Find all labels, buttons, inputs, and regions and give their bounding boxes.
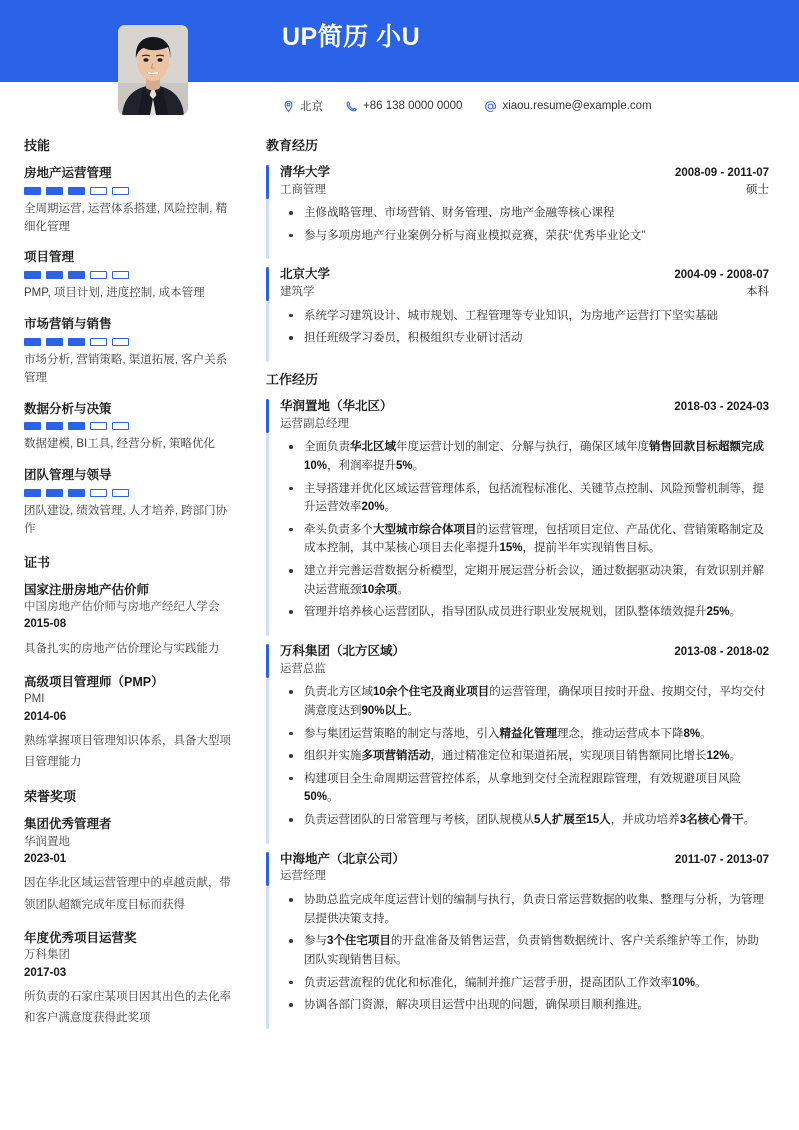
education-major: 建筑学 bbox=[280, 286, 315, 299]
award-name: 年度优秀项目运营奖 bbox=[24, 930, 137, 945]
award-org: 华润置地 bbox=[24, 835, 70, 848]
skill-block-empty bbox=[112, 271, 129, 279]
education-degree: 本科 bbox=[746, 286, 769, 299]
bullet-item: 参与集团运营策略的制定与落地，引入精益化管理理念，推动运营成本下降8%。 bbox=[302, 725, 769, 744]
contact-email-text: xiaou.resume@example.com bbox=[502, 100, 652, 112]
contact-phone-text: +86 138 0000 0000 bbox=[363, 100, 463, 112]
skill-keywords: PMP, 项目计划, 进度控制, 成本管理 bbox=[24, 287, 205, 300]
bullet-item: 全面负责华北区域年度运营计划的制定、分解与执行，确保区域年度销售回款目标超额完成10%，利润率提升5%。 bbox=[302, 438, 769, 475]
award-name: 集团优秀管理者 bbox=[24, 817, 112, 832]
work-date: 2011-07 - 2013-07 bbox=[675, 853, 769, 866]
bullet-item: 主修战略管理、市场营销、财务管理、房地产金融等核心课程 bbox=[302, 204, 769, 223]
education-degree: 硕士 bbox=[746, 183, 769, 196]
skill-keywords: 数据建模, BI工具, 经营分析, 策略优化 bbox=[24, 438, 216, 451]
work-entry bbox=[266, 850, 769, 1029]
work-section-title: 工作经历 bbox=[266, 372, 319, 388]
work-date: 2013-08 - 2018-02 bbox=[674, 645, 769, 658]
skill-level-meter bbox=[24, 187, 236, 195]
location-pin-icon bbox=[282, 100, 295, 113]
skill-block-filled bbox=[24, 338, 41, 346]
job-title: 运营经理 bbox=[280, 870, 326, 883]
skill-block-filled bbox=[24, 422, 41, 430]
education-date: 2008-09 - 2011-07 bbox=[675, 166, 769, 179]
skill-block-filled bbox=[46, 187, 63, 195]
award-description: 所负责的石家庄某项目因其出色的去化率和客户满意度获得此奖项 bbox=[24, 990, 231, 1025]
bullet-item: 参与多项房地产行业案例分析与商业模拟竞赛，荣获“优秀毕业论文” bbox=[302, 227, 769, 246]
work-bullets bbox=[280, 891, 769, 1015]
job-title: 运营副总经理 bbox=[280, 417, 349, 430]
award-item bbox=[24, 816, 236, 916]
skill-item bbox=[24, 249, 236, 303]
certificates-section bbox=[24, 555, 236, 774]
page-title: UP简历 小U bbox=[282, 23, 421, 51]
bullet-item: 主导搭建并优化区域运营管理体系，包括流程标准化、关键节点控制、风险预警机制等，提升运营效率20%。 bbox=[302, 480, 769, 517]
work-entry bbox=[266, 397, 769, 636]
avatar bbox=[118, 25, 188, 115]
skill-block-filled bbox=[24, 187, 41, 195]
certificate-org: PMI bbox=[24, 693, 45, 706]
contact-location[interactable] bbox=[282, 98, 323, 114]
skill-block-empty bbox=[90, 422, 107, 430]
award-org: 万科集团 bbox=[24, 949, 70, 962]
resume-body bbox=[0, 130, 799, 1065]
school-name: 北京大学 bbox=[280, 267, 331, 282]
work-section bbox=[266, 372, 769, 1029]
award-date: 2017-03 bbox=[24, 966, 67, 979]
skill-block-empty bbox=[90, 338, 107, 346]
skill-block-filled bbox=[46, 422, 63, 430]
skill-keywords: 团队建设, 绩效管理, 人才培养, 跨部门协作 bbox=[24, 505, 228, 535]
skill-block-filled bbox=[46, 338, 63, 346]
contact-phone[interactable] bbox=[345, 100, 462, 113]
bullet-item: 构建项目全生命周期运营管控体系，从拿地到交付全流程跟踪管理，有效规避项目风险50%。 bbox=[302, 770, 769, 807]
skill-block-filled bbox=[68, 187, 85, 195]
skill-item bbox=[24, 165, 236, 237]
award-date: 2023-01 bbox=[24, 853, 67, 866]
company-name: 中海地产（北京公司） bbox=[280, 851, 406, 866]
certificate-org: 中国房地产估价师与房地产经纪人学会 bbox=[24, 601, 220, 614]
skill-block-filled bbox=[46, 489, 63, 497]
certificate-description: 熟练掌握项目管理知识体系，具备大型项目管理能力 bbox=[24, 734, 231, 769]
bullet-item: 牵头负责多个大型城市综合体项目的运营管理，包括项目定位、产品优化、营销策略制定及成本控制，其中某核心项目去化率提升15%，提前半年实现销售目标。 bbox=[302, 521, 769, 558]
education-entry bbox=[266, 265, 769, 362]
work-bullets bbox=[280, 683, 769, 829]
education-entry-subheader bbox=[280, 284, 769, 301]
school-name: 清华大学 bbox=[280, 164, 331, 179]
bullet-item: 负责运营流程的优化和标准化，编制并推广运营手册，提高团队工作效率10%。 bbox=[302, 974, 769, 993]
award-item bbox=[24, 930, 236, 1030]
job-title: 运营总监 bbox=[280, 662, 326, 675]
education-section-title: 教育经历 bbox=[266, 138, 319, 153]
education-entry bbox=[266, 163, 769, 260]
skill-level-meter bbox=[24, 422, 236, 430]
skill-name: 市场营销与销售 bbox=[24, 317, 112, 332]
skill-block-filled bbox=[24, 489, 41, 497]
bullet-item: 建立并完善运营数据分析模型，定期开展运营分析会议，通过数据驱动决策，有效识别并解决运营瓶颈10余项。 bbox=[302, 562, 769, 599]
education-date: 2004-09 - 2008-07 bbox=[674, 269, 769, 282]
education-entry-subheader bbox=[280, 182, 769, 199]
email-at-icon bbox=[484, 100, 497, 113]
certificate-name: 国家注册房地产估价师 bbox=[24, 582, 150, 597]
skill-keywords: 全周期运营, 运营体系搭建, 风险控制, 精细化管理 bbox=[24, 202, 228, 233]
phone-icon bbox=[345, 100, 358, 113]
skill-block-filled bbox=[24, 271, 41, 279]
bullet-item: 系统学习建筑设计、城市规划、工程管理等专业知识，为房地产运营打下坚实基础 bbox=[302, 307, 769, 326]
skill-block-empty bbox=[112, 338, 129, 346]
skill-block-filled bbox=[68, 422, 85, 430]
certificate-name: 高级项目管理师（PMP） bbox=[24, 674, 164, 689]
bullet-item: 协助总监完成年度运营计划的编制与执行，负责日常运营数据的收集、整理与分析，为管理层提供决策支持。 bbox=[302, 891, 769, 928]
skill-level-meter bbox=[24, 271, 236, 279]
education-entry-header bbox=[280, 163, 769, 182]
skill-block-empty bbox=[90, 271, 107, 279]
bullet-item: 管理并培养核心运营团队，指导团队成员进行职业发展规划，团队整体绩效提升25%。 bbox=[302, 603, 769, 622]
certificate-item bbox=[24, 582, 236, 660]
work-entry-header bbox=[280, 850, 769, 869]
skill-block-empty bbox=[90, 187, 107, 195]
main-content bbox=[258, 130, 799, 1039]
skill-level-meter bbox=[24, 489, 236, 497]
certificate-date: 2015-08 bbox=[24, 618, 67, 631]
skill-name: 数据分析与决策 bbox=[24, 401, 112, 416]
bullet-item: 负责运营团队的日常管理与考核，团队规模从5人扩展至15人，并成功培养3名核心骨干。 bbox=[302, 811, 769, 830]
skill-block-filled bbox=[46, 271, 63, 279]
skill-keywords: 市场分析, 营销策略, 渠道拓展, 客户关系管理 bbox=[24, 353, 228, 384]
skill-name: 团队管理与领导 bbox=[24, 468, 112, 483]
skill-level-meter bbox=[24, 338, 236, 346]
skill-block-filled bbox=[68, 338, 85, 346]
work-entry-header bbox=[280, 397, 769, 416]
award-description: 因在华北区域运营管理中的卓越贡献，带领团队超额完成年度目标而获得 bbox=[24, 877, 231, 911]
awards-section-title: 荣誉奖项 bbox=[24, 789, 77, 805]
avatar-photo-icon bbox=[118, 25, 188, 115]
contact-location-text: 北京 bbox=[300, 101, 323, 113]
skills-section-title: 技能 bbox=[24, 138, 51, 153]
bullet-item: 负责北方区域10余个住宅及商业项目的运营管理，确保项目按时开盘、按期交付，平均交付满意度达到90%以上。 bbox=[302, 683, 769, 720]
bullet-item: 组织并实施多项营销活动，通过精准定位和渠道拓展，实现项目销售额同比增长12%。 bbox=[302, 747, 769, 766]
skill-item bbox=[24, 401, 236, 455]
work-entry-header bbox=[280, 642, 769, 661]
skill-block-filled bbox=[68, 271, 85, 279]
education-entry-header bbox=[280, 265, 769, 284]
company-name: 万科集团（北方区域） bbox=[280, 643, 406, 658]
certificate-description: 具备扎实的房地产估价理论与实践能力 bbox=[24, 642, 220, 655]
skill-block-empty bbox=[90, 489, 107, 497]
skill-item bbox=[24, 467, 236, 539]
contact-email[interactable] bbox=[484, 100, 651, 113]
education-major: 工商管理 bbox=[280, 183, 326, 196]
sidebar bbox=[0, 130, 258, 1045]
skill-item bbox=[24, 316, 236, 388]
certificates-section-title: 证书 bbox=[24, 554, 51, 570]
work-bullets bbox=[280, 438, 769, 622]
bullet-item: 协调各部门资源，解决项目运营中出现的问题，确保项目顺利推进。 bbox=[302, 996, 769, 1015]
bullet-item: 参与3个住宅项目的开盘准备及销售运营，负责销售数据统计、客户关系维护等工作，协助团队实现销售目标。 bbox=[302, 932, 769, 969]
skill-block-empty bbox=[112, 422, 129, 430]
certificate-date: 2014-06 bbox=[24, 710, 67, 723]
skill-block-empty bbox=[112, 187, 129, 195]
company-name: 华润置地（华北区） bbox=[280, 398, 393, 413]
bullet-item: 担任班级学习委员，积极组织专业研讨活动 bbox=[302, 329, 769, 348]
skill-block-empty bbox=[112, 489, 129, 497]
certificate-item bbox=[24, 674, 236, 774]
work-date: 2018-03 - 2024-03 bbox=[674, 400, 769, 413]
awards-section bbox=[24, 789, 236, 1029]
education-bullets bbox=[280, 307, 769, 348]
skill-block-filled bbox=[68, 489, 85, 497]
skills-section bbox=[24, 138, 236, 539]
work-entry bbox=[266, 642, 769, 844]
education-section bbox=[266, 138, 769, 362]
skill-name: 房地产运营管理 bbox=[24, 165, 112, 180]
education-bullets bbox=[280, 204, 769, 245]
skill-name: 项目管理 bbox=[24, 250, 75, 265]
